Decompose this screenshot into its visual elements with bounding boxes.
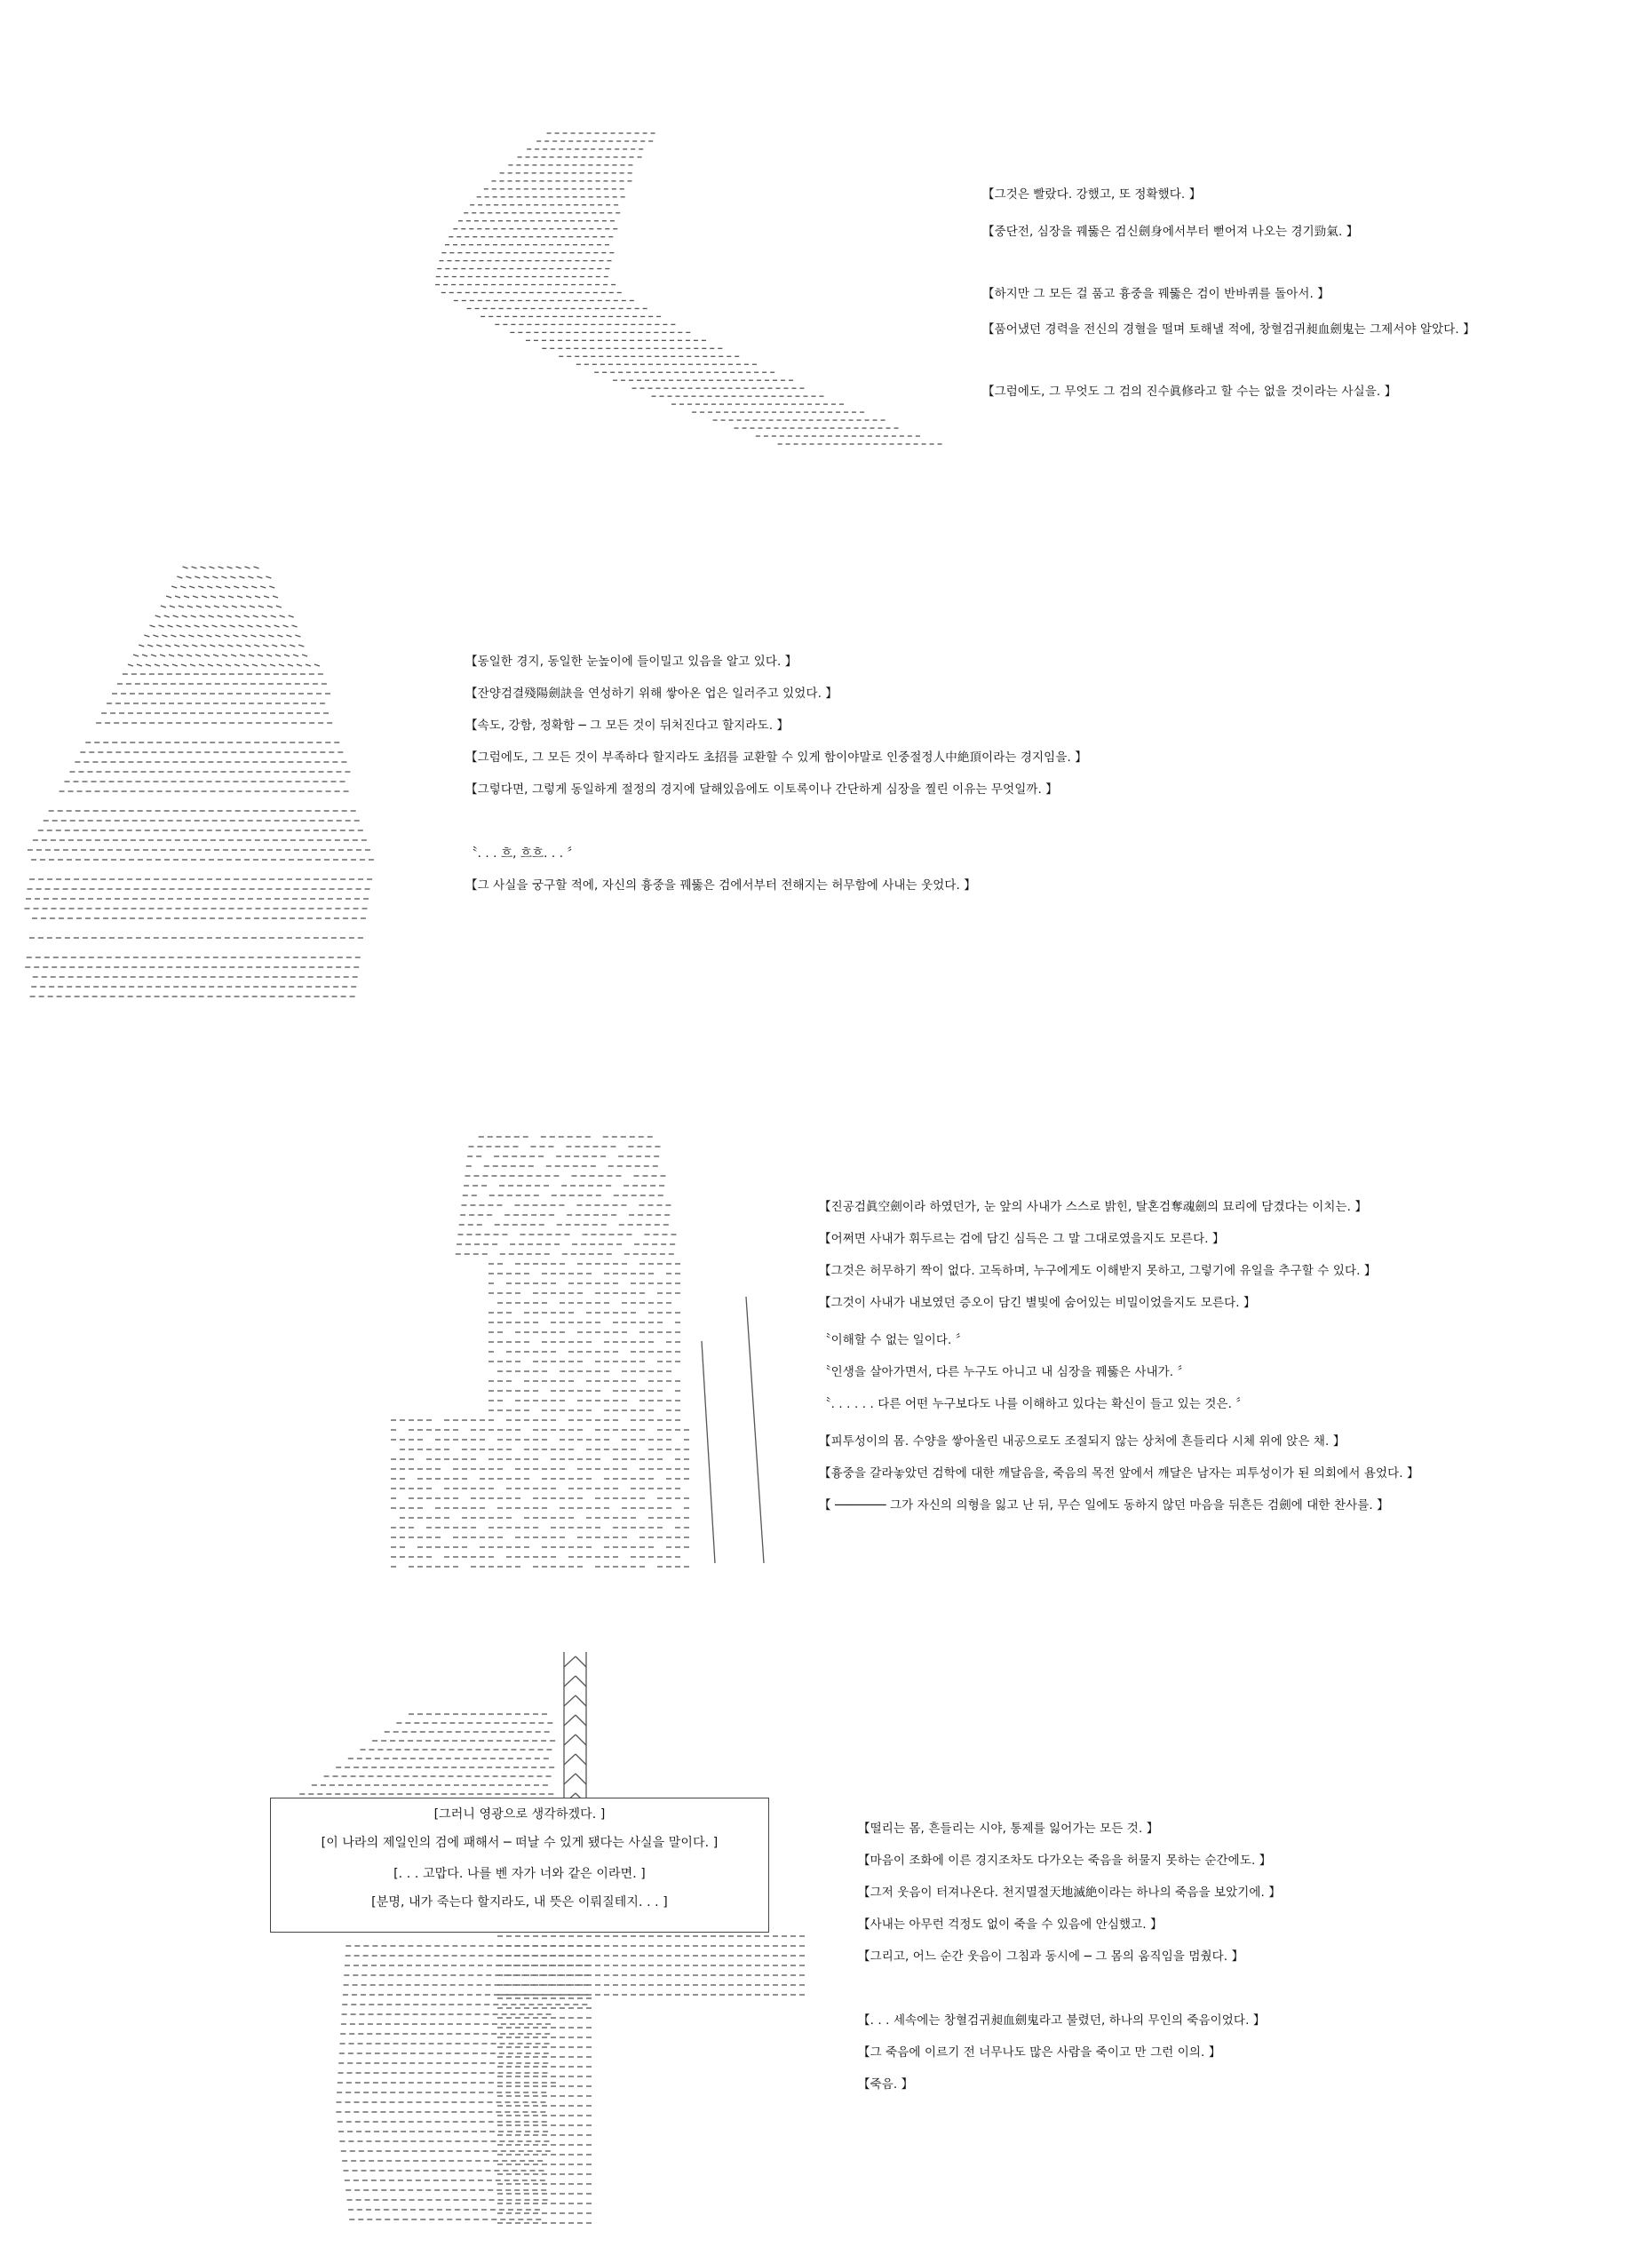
narration-line: 【 ─────── 그가 자신의 의형을 잃고 난 뒤, 무슨 일에도 동하지 않던 마음을 뒤흔든 검劍에 대한 찬사를. 】 [819,1498,1389,1513]
narration-line: 【하지만 그 모든 걸 품고 흉중을 꿰뚫은 검이 반바퀴를 돌아서. 】 [982,287,1330,301]
standing-figure-with-sword-ascii-art [231,1643,817,2229]
narration-line: 【흉중을 갈라놓았던 검학에 대한 깨달음을, 죽음의 목전 앞에서 깨달은 남자는 피투성이가 된 의회에서 욤었다. 】 [819,1466,1419,1481]
narration-line: 【그럼에도, 그 모든 것이 부족하다 할지라도 초招를 교환할 수 있게 함이야말로 인중절정人中絶頂이라는 경지임을. 】 [465,750,1087,765]
seated-figure-pierced-ascii-art [373,1128,782,1572]
crescent-sword-arc-ascii-art [400,124,977,453]
speech-box [270,1798,769,1933]
narration-line: 【그리고, 어느 순간 웃음이 그침과 동시에 ─ 그 몸의 움직임을 멈췄다. 】 [858,1949,1244,1964]
narration-line: 【사내는 아무런 걱정도 없이 죽을 수 있음에 안심했고. 】 [858,1917,1163,1932]
narration-line: 【속도, 강함, 정확함 ─ 그 모든 것이 뒤처진다고 할지라도. 】 [465,719,790,733]
dialogue-line: 〝. . . 흐, 흐흐. . . 〞 [465,846,580,861]
narration-line: 【그렇다면, 그렇게 동일하게 절정의 경지에 달해있음에도 이토록이나 간단하게 심장을 찔린 이유는 무엇일까. 】 [465,782,1058,797]
narration-line: 【진공검眞空劍이라 하였던가, 눈 앞의 사내가 스스로 밝힌, 탈혼검奪魂劍의 묘리에 담겼다는 이치는. 】 [819,1200,1368,1214]
narration-line: 【그것은 빨랐다. 강했고, 또 정확했다. 】 [982,187,1202,202]
narration-line: 【그 죽음에 이르기 전 너무나도 많은 사람을 죽이고 만 그런 이의. 】 [858,2045,1221,2060]
panel-3-narration [819,1199,1419,1513]
narration-line: 【죽음. 】 [858,2077,914,2092]
narration-line: 【잔양검결殘陽劍訣을 연성하기 위해 쌓아온 업은 일러주고 있었다. 】 [465,687,838,701]
speech-line: [이 나라의 제일인의 검에 패해서 ─ 떠날 수 있게 됐다는 사실을 말이다. ] [321,1836,719,1850]
narration-line: 【떨리는 몸, 흔들리는 시야, 통제를 잃어가는 모든 것. 】 [858,1822,1159,1836]
panel-4-narration [858,1821,1281,2092]
hooded-figure-ascii-art [22,560,395,1008]
narration-line: 【어쩌면 사내가 휘두르는 검에 담긴 심득은 그 말 그대로였을지도 모른다. 】 [819,1232,1225,1246]
narration-line: 【. . . 세속에는 창혈검귀昶血劍鬼라고 불렸던, 하나의 무인의 죽음이었다. 】 [858,2013,1266,2028]
narration-line: 【중단전, 심장을 꿰뚫은 검신劍身에서부터 뻗어져 나오는 경기勁氣. 】 [982,225,1359,239]
narration-line: 【동일한 경지, 동일한 눈높이에 들이밀고 있음을 알고 있다. 】 [465,655,798,669]
panel-1-narration [982,187,1475,400]
speech-line: [그러니 영광으로 생각하겠다. ] [433,1807,606,1822]
dialogue-line: 〝인생을 살아가면서, 다른 누구도 아니고 내 심장을 꿰뚫은 사내가. 〞 [819,1365,1190,1379]
narration-line: 【마음이 조화에 이른 경지조차도 다가오는 죽음을 허물지 못하는 순간에도. 】 [858,1854,1272,1868]
dialogue-line: 〝이해할 수 없는 일이다. 〞 [819,1333,968,1347]
dialogue-line: 〝. . . . . . 다른 어떤 누구보다도 나를 이해하고 있다는 확신이 들고 있는 것은. 〞 [819,1397,1249,1411]
speech-line: [분명, 내가 죽는다 할지라도, 내 뜻은 이뤄질테지. . . ] [371,1895,668,1910]
narration-line: 【그것은 허무하기 짝이 없다. 고독하며, 누구에게도 이해받지 못하고, 그렇기에 유일을 추구할 수 있다. 】 [819,1264,1377,1278]
narration-line: 【그것이 사내가 내보였던 증오이 담긴 별빛에 숨어있는 비밀이었을지도 모른다. 】 [819,1296,1256,1310]
narration-line: 【피투성이의 몸. 수양을 쌓아올린 내공으로도 조절되지 않는 상처에 흔들리다 시체 위에 앉은 채. 】 [819,1434,1346,1449]
narration-line: 【그저 웃음이 터져나온다. 천지멸절天地滅絶이라는 하나의 죽음을 보았기에. 】 [858,1886,1281,1900]
speech-line: [. . . 고맙다. 나를 벤 자가 너와 같은 이라면. ] [393,1867,646,1881]
narration-line: 【그 사실을 궁구할 적에, 자신의 흉중을 꿰뚫은 검에서부터 전해지는 허무함에 사내는 웃었다. 】 [465,878,976,893]
narration-line: 【품어냈던 경력을 전신의 경혈을 떨며 토해낼 적에, 창혈검귀昶血劍鬼는 그제서야 알았다. 】 [982,322,1475,337]
narration-line: 【그럼에도, 그 무엇도 그 검의 진수眞修라고 할 수는 없을 것이라는 사실을. 】 [982,385,1397,399]
panel-2-narration [465,654,1087,893]
